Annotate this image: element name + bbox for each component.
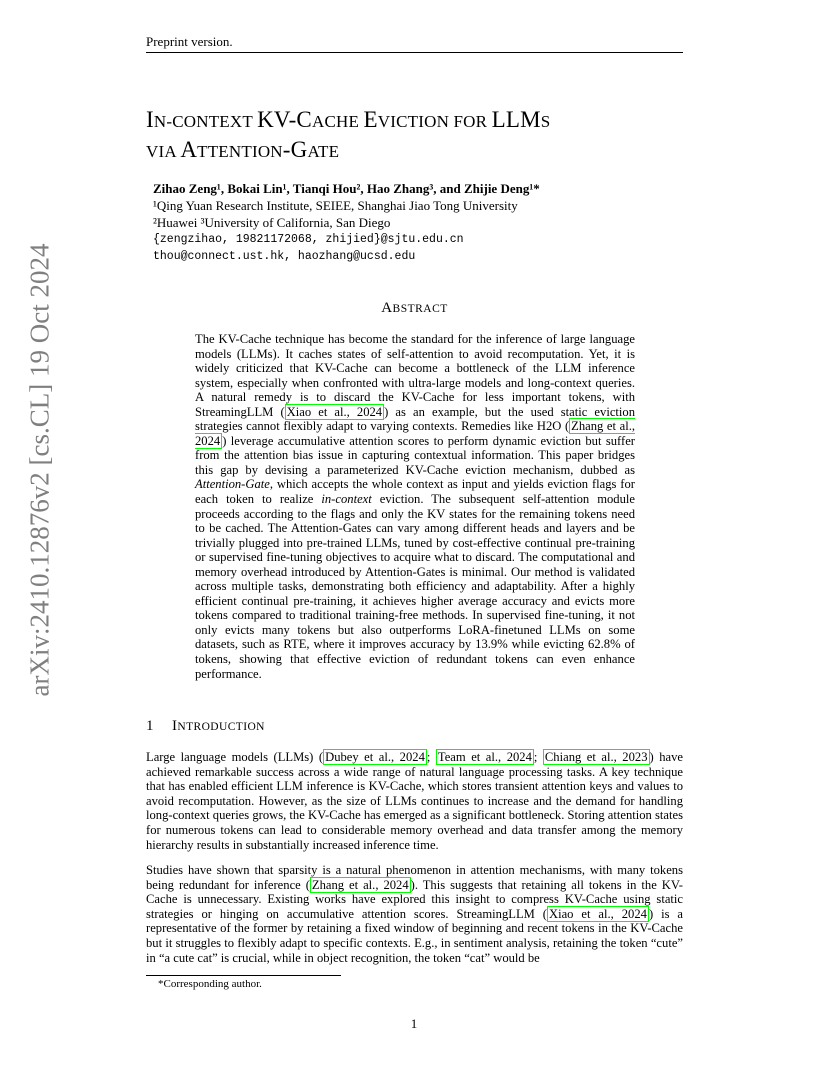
- affiliation-1: ¹Qing Yuan Research Institute, SEIEE, Shanghai Jiao Tong University: [153, 198, 518, 213]
- footnote: *Corresponding author.: [158, 978, 262, 990]
- paper-title: [146, 106, 686, 166]
- title-line-2: VIA ATTENTION-GATE: [146, 137, 340, 162]
- author-block: [153, 180, 683, 265]
- citation-link[interactable]: Dubey et al., 2024: [325, 750, 425, 764]
- intro-paragraph-2: Studies have shown that sparsity is a natural phenomenon in attention mechanisms, with many tokens being redundant for inference ( Zhang et al., 2024 ). This suggests that retaining all tokens in the KV-Cache is unnecessary. Existing works have explored this insight to compress KV-Cache using static strategies or hinging on accumulative attention scores. StreamingLLM ( Xiao et al., 2024 ) is a representative of the former by retaining a fixed window of beginning and recent tokens in the KV-Cache but it struggles to flexibly adapt to specific contexts. E.g., in sentiment analysis, retaining the token “cute” in “a cute cat” is crucial, while in object recognition, the token “cat” would be: [146, 863, 684, 965]
- citation-link[interactable]: Xiao et al., 2024: [548, 906, 647, 921]
- affiliation-2: ²Huawei ³University of California, San Diego: [153, 215, 391, 230]
- footnote-divider: [146, 975, 341, 976]
- citation-link[interactable]: Team et al., 2024: [437, 750, 532, 764]
- running-head: Preprint version.: [146, 34, 683, 53]
- page-number: 1: [410, 1016, 418, 1031]
- abstract-text: The KV-Cache technique has become the standard for the inference of large language models (LLMs). It caches states of self-attention to avoid recomputation. Yet, it is widely criticized that KV-Cache can become a bottleneck of the LLM inference system, especially when confronted with ultra-large models and long-context queries. A natural remedy is to discard the KV-Cache for less important tokens, with StreamingLLM ( Xiao et al., 2024 ) as an example, but the used static eviction strategies cannot flexibly adapt to varying contexts. Remedies like H2O ( Zhang et al., 2024 ) leverage accumulative attention scores to perform dynamic eviction but suffer from the attention bias issue in capturing contextual information. This paper bridges this gap by devising a parameterized KV-Cache eviction mechanism, dubbed as Attention-Gate, which accepts the whole context as input and yields eviction flags for each token to realize in-context eviction. The subsequent self-attention module proceeds according to the flags and only the KV states for the remaining tokens need to be cached. The Attention-Gates can vary among different heads and layers and be trivially plugged into pre-trained LLMs, tuned by cost-effective continual pre-training or supervised fine-tuning objectives to acquire what to discard. The computational and memory overhead introduced by Attention-Gates is minimal. Our method is validated across multiple tasks, demonstrating both efficiency and adaptability. After a highly efficient continual pre-training, it achieves higher average accuracy and evicts more tokens compared to traditional training-free methods. In supervised fine-tuning, it not only evicts many tokens but also outperforms LoRA-finetuned LLMs on some datasets, such as RTE, where it improves accuracy by 13.9% while evicting 62.8% of tokens, showing that effective eviction of redundant tokens can even enhance performance.: [195, 332, 635, 681]
- title-line-1: IN-CONTEXT KV-CACHE EVICTION FOR LLMS: [146, 107, 551, 132]
- citation-link[interactable]: Chiang et al., 2023: [544, 750, 648, 764]
- citation-link[interactable]: Xiao et al., 2024: [286, 404, 383, 419]
- citation-link[interactable]: Zhang et al., 2024: [195, 419, 635, 448]
- abstract-heading: ABSTRACT: [381, 300, 448, 316]
- email-line-2[interactable]: thou@connect.ust.hk, haozhang@ucsd.edu: [153, 250, 416, 263]
- arxiv-identifier[interactable]: arXiv:2410.12876v2 [cs.CL] 19 Oct 2024: [24, 243, 55, 697]
- email-line-1[interactable]: {zengzihao, 19821172068, zhijied}@sjtu.edu.cn: [153, 233, 464, 246]
- intro-paragraph-1: Large language models (LLMs) ( Dubey et al., 2024 ; Team et al., 2024 ; Chiang et al., 2023 ) have achieved remarkable success across a wide range of natural language processing tasks. A key technique that has enabled efficient LLM inference is KV-Cache, which stores transient attention keys and values to avoid recomputation. However, as the size of LLMs continues to increase and the demand for handling long-context queries grows, the KV-Cache has emerged as a significant bottleneck. Storing attention states for numerous tokens can lead to considerable memory overhead and data transfer among the memory hierarchy results in substantially increased inference time.: [146, 750, 683, 852]
- author-names: Zihao Zeng¹, Bokai Lin¹, Tianqi Hou², Hao Zhang³, and Zhijie Deng¹*: [153, 181, 540, 196]
- introduction-heading: 1 INTRODUCTION: [146, 718, 265, 734]
- citation-link[interactable]: Zhang et al., 2024: [311, 877, 409, 892]
